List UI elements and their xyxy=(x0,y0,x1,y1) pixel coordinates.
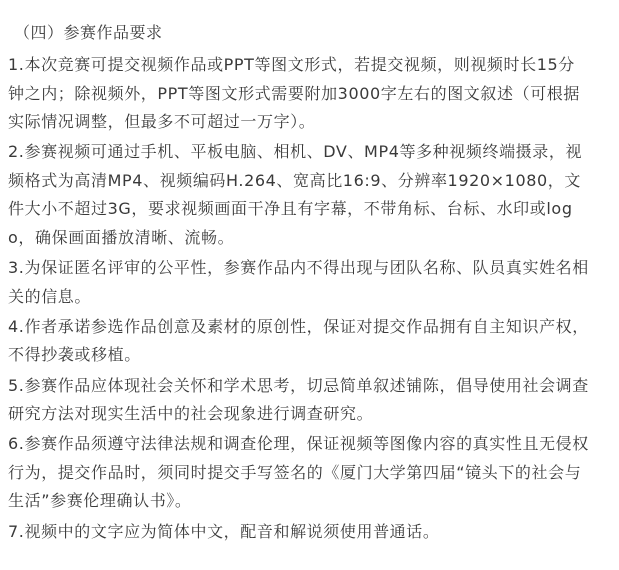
requirement-item-5 xyxy=(8,372,610,429)
requirement-line: 实际情况调整，但最多不可超过一万字）。 xyxy=(8,112,316,132)
requirement-line: 件大小不超过3G，要求视频画面干净且有字幕，不带角标、台标、水印或log xyxy=(8,199,573,219)
section-title: （四）参赛作品要求 xyxy=(14,23,163,42)
requirement-item-3 xyxy=(8,254,610,311)
requirement-line: 研究方法对现实生活中的社会现象进行调查研究。 xyxy=(8,404,374,424)
requirement-line: 1.本次竞赛可提交视频作品或PPT等图文形式，若提交视频，则视频时长15分 xyxy=(8,55,575,74)
requirements-list xyxy=(8,51,610,546)
requirement-item-4 xyxy=(8,313,610,370)
requirement-item-6 xyxy=(8,430,610,516)
requirement-line: 生活”参赛伦理确认书》。 xyxy=(8,491,192,511)
document-body xyxy=(8,18,610,548)
requirement-line: o，确保画面播放清晰、流畅。 xyxy=(8,228,235,248)
requirement-line: 不得抄袭或移植。 xyxy=(8,345,141,365)
requirement-line: 频格式为高清MP4、视频编码H.264、宽高比16:9、分辨率1920×1080，文 xyxy=(8,170,581,190)
requirement-line: 关的信息。 xyxy=(8,286,92,306)
requirement-line: 2.参赛视频可通过手机、平板电脑、相机、DV、MP4等多种视频终端摄录，视 xyxy=(8,142,583,162)
requirement-line: 钟之内；除视频外，PPT等图文形式需要附加3000字左右的图文叙述（可根据 xyxy=(8,83,580,103)
requirement-line: 4.作者承诺参选作品创意及素材的原创性，保证对提交作品拥有自主知识产权， xyxy=(8,316,589,336)
requirement-item-7 xyxy=(8,518,610,547)
requirement-line: 7.视频中的文字应为简体中文，配音和解说须使用普通话。 xyxy=(8,521,440,541)
requirement-item-2 xyxy=(8,138,610,252)
requirement-item-1 xyxy=(8,51,610,137)
requirement-line: 6.参赛作品须遵守法律法规和调查伦理，保证视频等图像内容的真实性且无侵权 xyxy=(8,434,589,454)
requirement-line: 5.参赛作品应体现社会关怀和学术思考，切忌简单叙述铺陈，倡导使用社会调查 xyxy=(8,375,589,395)
requirement-line: 行为，提交作品时，须同时提交手写签名的《厦门大学第四届“镜头下的社会与 xyxy=(8,462,582,482)
requirement-line: 3.为保证匿名评审的公平性，参赛作品内不得出现与团队名称、队员真实姓名相 xyxy=(8,258,589,278)
